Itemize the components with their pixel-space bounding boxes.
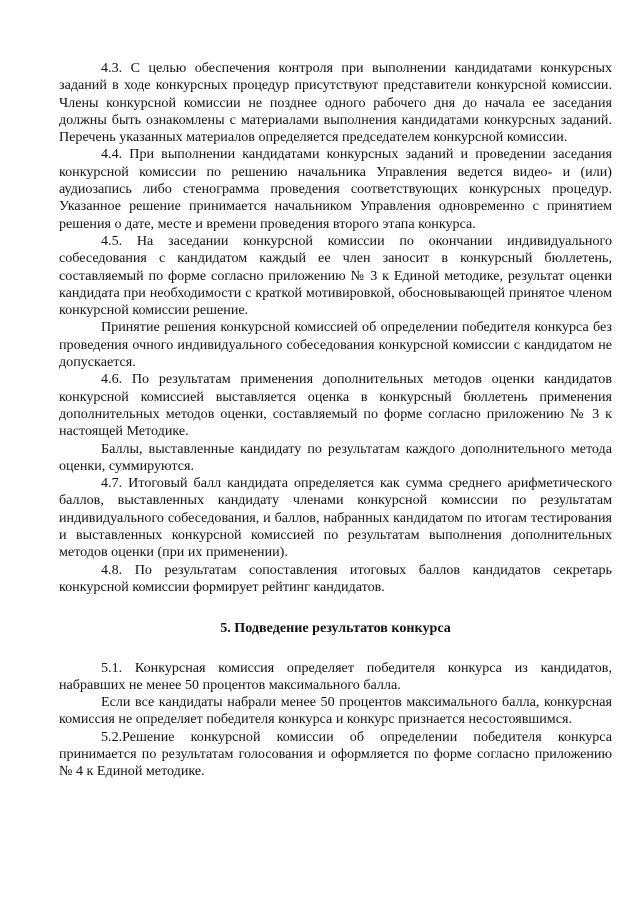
paragraph-4-5-continued: Принятие решения конкурсной комиссией об определении победителя конкурса без проведения очного индивидуального собеседования конкурсной комиссии с кандидатом не допускается. [59, 319, 612, 371]
paragraph-4-4: 4.4. При выполнении кандидатами конкурсных заданий и проведении заседания конкурсной комиссии по решению начальника Управления ведется видео- и (или) аудиозапись либо стенограмма проведения соответствующих конкурсных процедур. Указанное решение принимается начальником Управления одновременно с принятием решения о дате, месте и времени проведения второго этапа конкурса. [59, 146, 612, 232]
paragraph-5-1: 5.1. Конкурсная комиссия определяет победителя конкурса из кандидатов, набравших не менее 50 процентов максимального балла. [59, 659, 612, 693]
paragraph-5-1-continued: Если все кандидаты набрали менее 50 процентов максимального балла, конкурсная комиссия не определяет победителя конкурса и конкурс признается несостоявшимся. [59, 694, 612, 728]
paragraph-4-6: 4.6. По результатам применения дополнительных методов оценки кандидатов конкурсной комиссией выставляется оценка в конкурсный бюллетень применения дополнительных методов оценки, составляемый по форме согласно приложению № 3 к настоящей Методике. [59, 371, 612, 440]
paragraph-4-7: 4.7. Итоговый балл кандидата определяется как сумма среднего арифметического баллов, выставленных кандидату членами конкурсной комиссии по результатам индивидуального собеседования, и баллов, набранных кандидатом по итогам тестирования и выставленных конкурсной комиссией по результатам выполнения дополнительных методов оценки (при их применении). [59, 475, 612, 561]
paragraph-4-6-continued: Баллы, выставленные кандидату по результатам каждого дополнительного метода оценки, суммируются. [59, 440, 612, 474]
paragraph-4-3: 4.3. С целью обеспечения контроля при выполнении кандидатами конкурсных заданий в ходе конкурсных процедур присутствуют представители конкурсной комиссии. Члены конкурсной комиссии не позднее одного рабочего дня до начала ее заседания должны быть ознакомлены с материалами выполнения кандидатами конкурсных заданий. Перечень указанных материалов определяется председателем конкурсной комиссии. [59, 60, 612, 146]
paragraph-4-5: 4.5. На заседании конкурсной комиссии по окончании индивидуального собеседования с кандидатом каждый ее член заносит в конкурсный бюллетень, составляемый по форме согласно приложению № 3 к Единой методике, результат оценки кандидата при необходимости с краткой мотивировкой, обосновывающей принятое членом конкурсной комиссии решение. [59, 232, 612, 319]
paragraph-5-2: 5.2.Решение конкурсной комиссии об определении победителя конкурса принимается по результатам голосования и оформляется по форме согласно приложению № 4 к Единой методике. [59, 728, 612, 780]
document-page [59, 60, 612, 781]
section-heading: 5. Подведение результатов конкурса [220, 620, 451, 637]
paragraph-4-8: 4.8. По результатам сопоставления итоговых баллов кандидатов секретарь конкурсной комиссии формирует рейтинг кандидатов. [59, 561, 612, 595]
